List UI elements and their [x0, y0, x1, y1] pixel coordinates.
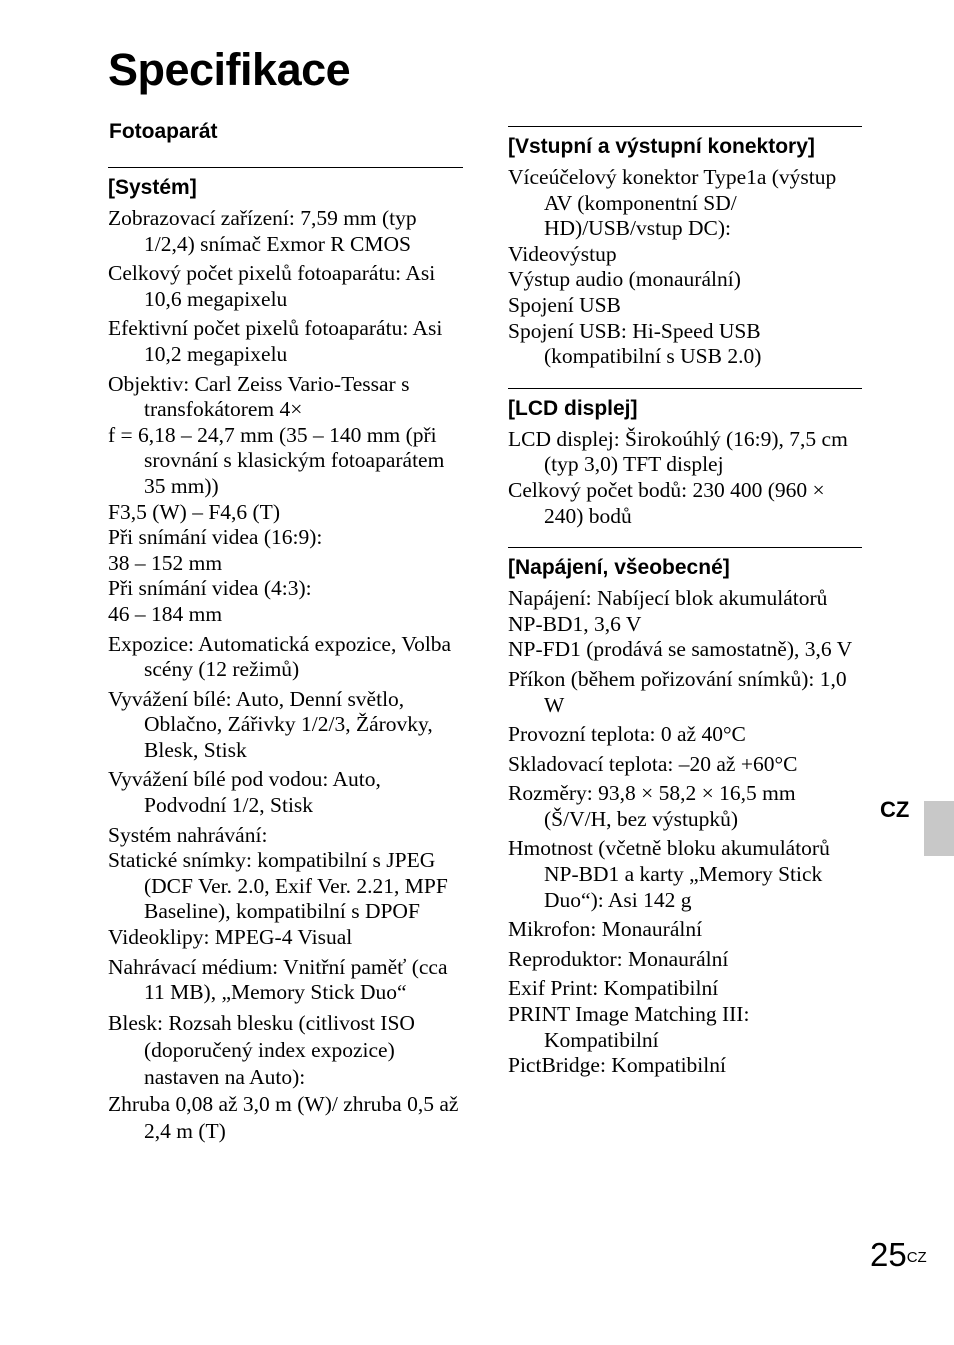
lcd-section	[508, 388, 862, 529]
spec-entry-operating-temp: Provozní teplota: 0 až 40°C	[508, 722, 746, 747]
power-np-fd1: NP-FD1 (prodává se samostatně), 3,6 V	[508, 637, 853, 662]
spec-entry-lcd: LCD displej: Širokoúhlý (16:9), 7,5 cm (typ 3,0) TFT displej	[508, 426, 848, 477]
spec-entry-pictbridge: PictBridge: Kompatibilní	[508, 1053, 726, 1078]
spec-entry-microphone: Mikrofon: Monaurální	[508, 917, 703, 942]
right-column	[508, 126, 862, 1083]
section-subtitle: Fotoaparát	[109, 120, 218, 143]
language-tab	[924, 801, 954, 856]
lcd-heading: [LCD displej]	[508, 396, 638, 420]
spec-entry-exposure: Expozice: Automatická expozice, Volba scény (12 režimů)	[108, 631, 452, 682]
system-section	[108, 167, 463, 1145]
lens-video-43-label: Při snímání videa (4:3):	[108, 576, 312, 601]
connector-audio-out: Výstup audio (monaurální)	[508, 267, 741, 292]
spec-entry-consumption: Příkon (během pořizování snímků): 1,0 W	[508, 666, 847, 717]
flash-range: Zhruba 0,08 až 3,0 m (W)/ zhruba 0,5 až 2,4 m (T)	[108, 1091, 459, 1143]
connectors-heading: [Vstupní a výstupní konektory]	[508, 135, 815, 158]
spec-entry-power: Napájení: Nabíjecí blok akumulátorů NP-BD1, 3,6 V NP-FD1 (prodává se samostatně), 3,6 V	[508, 586, 862, 663]
spec-entry-effective-pixels: Efektivní počet pixelů fotoaparátu: Asi 10,2 megapixelu	[108, 316, 443, 366]
recording-video: Videoklipy: MPEG-4 Visual	[108, 925, 353, 950]
connectors-section	[508, 126, 862, 370]
spec-entry-recording-system: Systém nahrávání: Statické snímky: kompatibilní s JPEG (DCF Ver. 2.0, Exif Ver. 2.21, MPF Baseline), kompatibilní s DPOF Videoklipy: MPEG-4 Visual	[108, 823, 463, 951]
lens-video-169-label: Při snímání videa (16:9):	[108, 525, 323, 550]
spec-entry-speaker: Reproduktor: Monaurální	[508, 946, 729, 971]
spec-entry-exif-print: Exif Print: Kompatibilní	[508, 976, 719, 1001]
spec-entry-sensor: Zobrazovací zařízení: 7,59 mm (typ 1/2,4) snímač Exmor R CMOS	[108, 206, 417, 256]
spec-entry-lens: Objektiv: Carl Zeiss Vario-Tessar s transfokátorem 4× f = 6,18 – 24,7 mm (35 – 140 mm (při srovnání s klasickým fotoaparátem 35 mm)) F3,5 (W) – F4,6 (T) Při snímání videa (16:9): 38 – 152 mm Při snímání videa (4:3): 46 – 184 mm	[108, 372, 463, 628]
spec-entry-dimensions: Rozměry: 93,8 × 58,2 × 16,5 mm (Š/V/H, bez výstupků)	[508, 781, 796, 831]
power-np-bd1: NP-BD1, 3,6 V	[508, 611, 642, 636]
spec-entry-usb: Spojení USB: Hi-Speed USB (kompatibilní s USB 2.0)	[508, 318, 762, 369]
spec-entry-dots: Celkový počet bodů: 230 400 (960 × 240) bodů	[508, 477, 825, 528]
left-column	[108, 167, 463, 1149]
connector-video-out: Videovýstup	[508, 241, 617, 266]
lens-aperture: F3,5 (W) – F4,6 (T)	[108, 499, 280, 524]
lens-focal: f = 6,18 – 24,7 mm (35 – 140 mm (při srovnání s klasickým fotoaparátem 35 mm))	[108, 422, 445, 498]
page-number: $25^{CZ}$	[870, 1236, 927, 1273]
spec-entry-flash: Blesk: Rozsah blesku (citlivost ISO (doporučený index expozice) nastaven na Auto): Zhruba 0,08 až 3,0 m (W)/ zhruba 0,5 až 2,4 m (T)	[108, 1010, 463, 1145]
spec-entry-storage-temp: Skladovací teplota: –20 až +60°C	[508, 751, 798, 776]
spec-entry-mass: Hmotnost (včetně bloku akumulátorů NP-BD1 a karty „Memory Stick Duo“): Asi 142 g	[508, 836, 830, 912]
spec-entry-multi-connector: Víceúčelový konektor Type1a (výstup AV (komponentní SD/ HD)/USB/vstup DC): Videovýstup Výstup audio (monaurální) Spojení USB	[508, 165, 862, 319]
spec-entry-media: Nahrávací médium: Vnitřní paměť (cca 11 MB), „Memory Stick Duo“	[108, 954, 448, 1005]
page-number-suffix: CZ	[906, 1249, 927, 1266]
spec-entry-total-pixels: Celkový počet pixelů fotoaparátu: Asi 10,6 megapixelu	[108, 261, 436, 311]
system-heading: [Systém]	[108, 176, 197, 199]
page-title: Specifikace	[108, 44, 351, 95]
power-section	[508, 547, 862, 1079]
power-heading: [Napájení, všeobecné]	[508, 556, 730, 580]
lens-video-43-value: 46 – 184 mm	[108, 601, 223, 626]
spec-entry-pim: PRINT Image Matching III: Kompatibilní	[508, 1002, 750, 1052]
connector-usb: Spojení USB	[508, 292, 621, 317]
spec-entry-underwater-wb: Vyvážení bílé pod vodou: Auto, Podvodní 1/2, Stisk	[108, 767, 381, 818]
lens-video-169-value: 38 – 152 mm	[108, 550, 223, 575]
language-tab-label: CZ	[880, 797, 910, 822]
spec-entry-white-balance: Vyvážení bílé: Auto, Denní světlo, Oblačno, Zářivky 1/2/3, Žárovky, Blesk, Stisk	[108, 686, 433, 762]
recording-still: Statické snímky: kompatibilní s JPEG (DCF Ver. 2.0, Exif Ver. 2.21, MPF Baseline), kompatibilní s DPOF	[108, 848, 448, 924]
